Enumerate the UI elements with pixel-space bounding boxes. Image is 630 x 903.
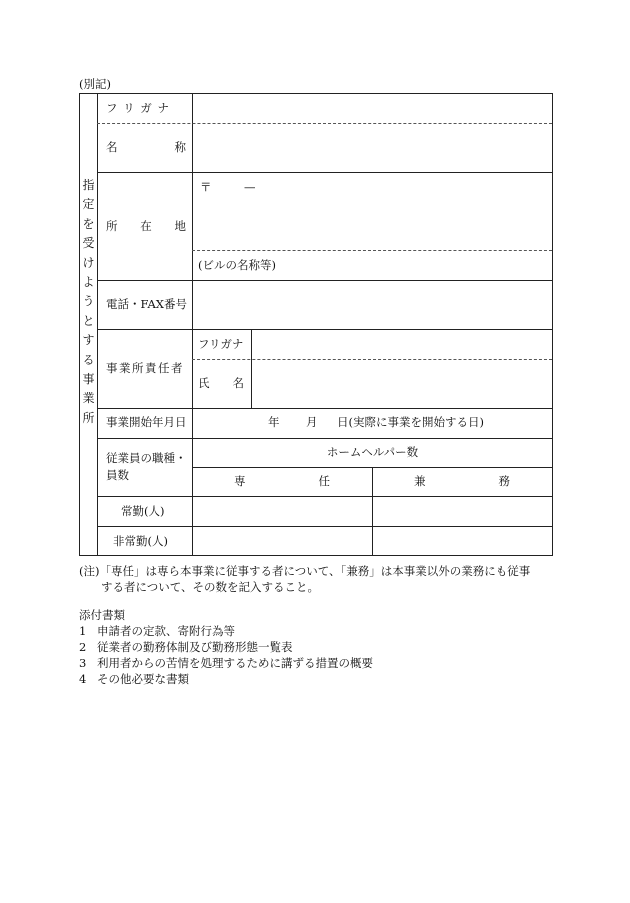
list-item: 2 従業者の勤務体制及び勤務形態一覧表 [79, 640, 293, 654]
note-line-1 [79, 563, 530, 580]
concurrent-header: 兼 務 [414, 474, 510, 488]
postal-mark: 〒 [200, 180, 212, 194]
start-date-day-note: 日(実際に事業を開始する日) [337, 415, 484, 429]
label-manager-furigana: フリガナ [198, 337, 244, 351]
label-full-time: 常勤(人) [121, 504, 165, 518]
label-staff-type-2: 員数 [106, 468, 129, 482]
label-manager: 事業所責任者 [106, 361, 184, 375]
label-address: 所 在 地 [106, 219, 186, 233]
label-manager-name: 氏 名 [198, 376, 244, 390]
start-date-year: 年 [268, 415, 280, 429]
appendix-label: (別記) [79, 77, 111, 91]
list-item: 4 その他必要な書類 [79, 672, 189, 686]
label-part-time: 非常勤(人) [113, 534, 168, 548]
note-prefix: (注) [79, 564, 100, 578]
label-furigana: フ リ ガ ナ [106, 101, 170, 115]
label-start-date: 事業開始年月日 [106, 415, 187, 429]
label-phone-fax: 電話・FAX番号 [106, 297, 187, 311]
note-text-1: 「専任」は専ら本事業に従事する者について、「兼務」は本事業以外の業務にも従事 [99, 564, 531, 578]
postal-dash: — [244, 180, 256, 194]
note-line-2: する者について、その数を記入すること。 [101, 580, 320, 594]
label-name: 名 称 [106, 140, 186, 154]
attachments-section [79, 607, 373, 687]
start-date-month: 月 [306, 415, 318, 429]
list-item: 1 申請者の定款、寄附行為等 [79, 624, 235, 638]
building-name-label: (ビルの名称等) [198, 258, 276, 272]
home-helper-header: ホームヘルパー数 [326, 445, 419, 459]
list-item: 3 利用者からの苦情を処理するために講ずる措置の概要 [79, 656, 373, 670]
label-staff-type-1: 従業員の職種・ [106, 451, 187, 465]
side-label-designated-office: 指 定 を 受 け よ う と す る 事 業 所 [82, 178, 95, 425]
attachments-title: 添付書類 [79, 608, 125, 622]
dedicated-header: 専 任 [234, 474, 330, 488]
